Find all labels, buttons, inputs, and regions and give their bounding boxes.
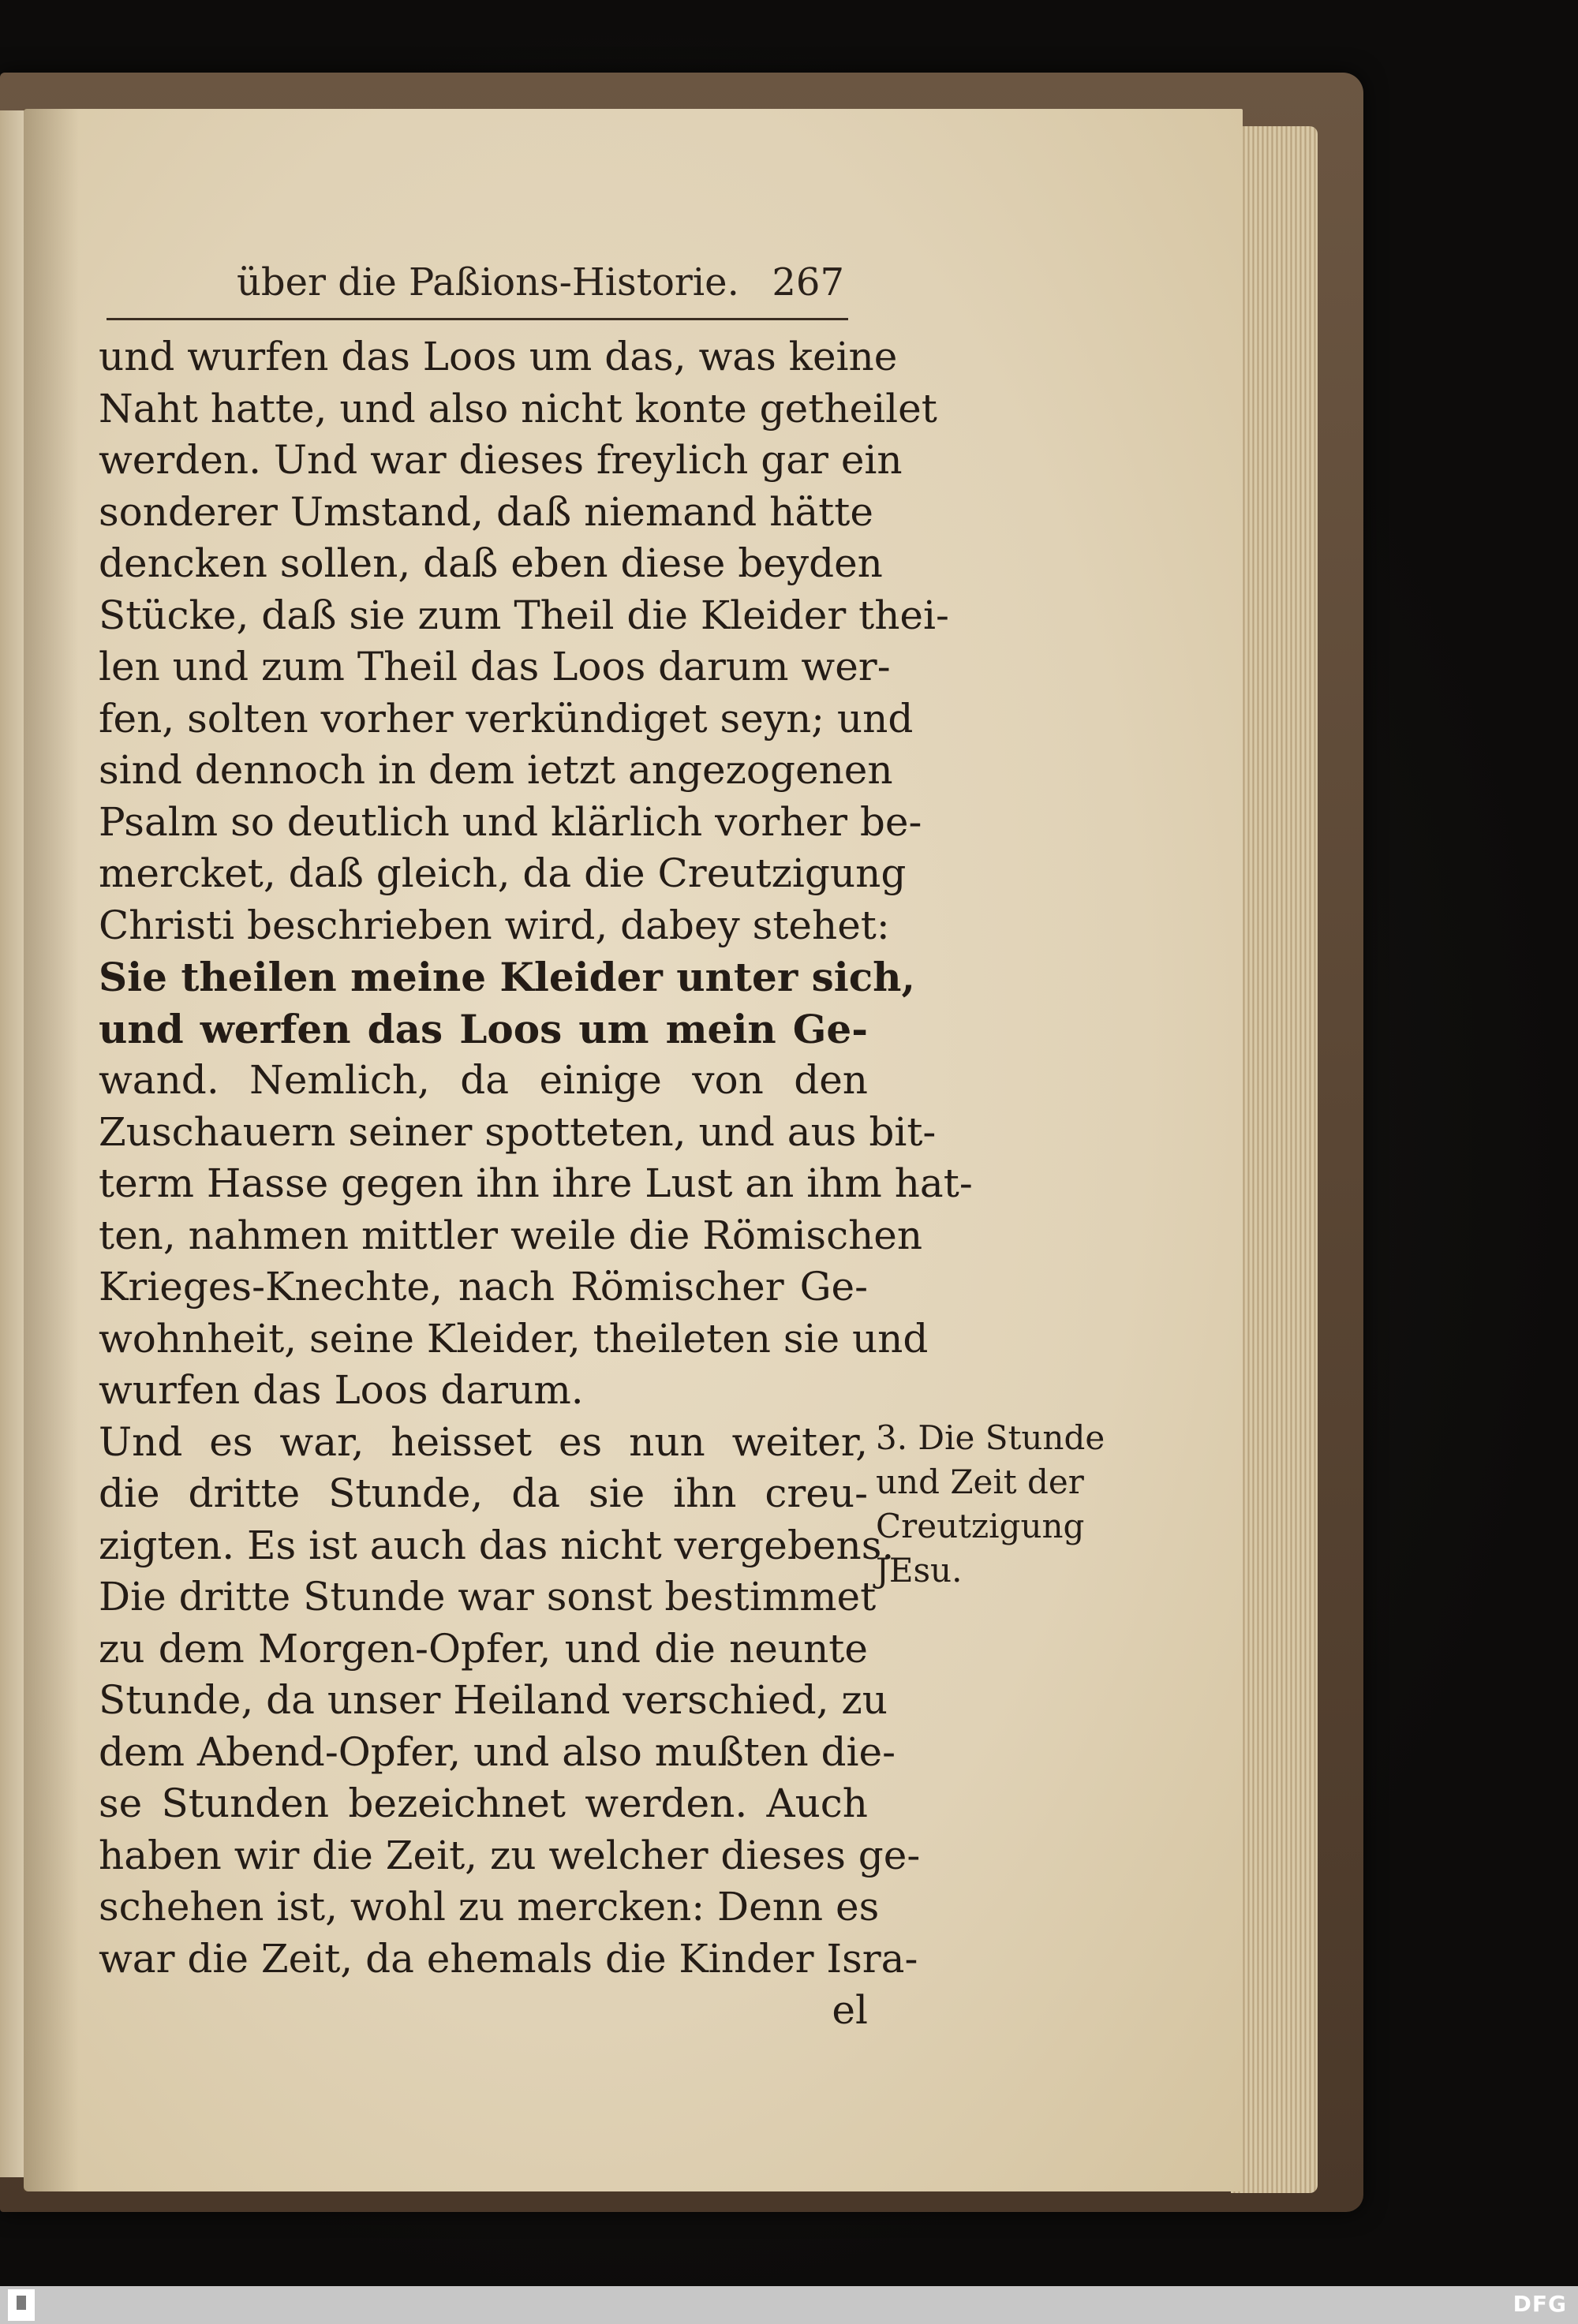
text-line: schehen ist, wohl zu mercken: Denn es <box>99 1884 880 1930</box>
dfg-logo: DFG <box>1513 2291 1567 2317</box>
text-line: dencken sollen, daß eben diese beyden <box>99 540 883 586</box>
text-line-emphasis: Sie theilen meine Kleider unter sich, <box>99 954 915 1000</box>
facing-page-edge <box>0 110 27 2177</box>
text-line-emphasis: und werfen das Loos um mein Ge- <box>99 1005 868 1052</box>
text-line: fen, solten vorher verkündiget seyn; und <box>99 695 914 742</box>
text-line: Die dritte Stunde war sonst bestimmet <box>99 1574 877 1620</box>
text-line: mercket, daß gleich, da die Creutzigung <box>99 850 907 896</box>
text-line: Stunde, da unser Heiland verschied, zu <box>99 1677 888 1723</box>
text-line: Stücke, daß sie zum Theil die Kleider thei- <box>99 592 949 638</box>
text-line: sind dennoch in dem ietzt angezogenen <box>99 747 893 793</box>
text-line: zu dem Morgen-Opfer, und die neunte <box>99 1625 868 1672</box>
header-rule <box>107 318 848 320</box>
text-line: el <box>832 1987 868 2033</box>
viewer-footer <box>0 2286 1578 2324</box>
marginal-note <box>876 1416 1112 1593</box>
text-line: war die Zeit, da ehemals die Kinder Isra- <box>99 1935 918 1982</box>
text-line: sonderer Umstand, daß niemand hätte <box>99 488 873 535</box>
text-line: die dritte Stunde, da sie ihn creu- <box>99 1470 868 1516</box>
text-line: Psalm so deutlich und klärlich vorher be- <box>99 798 922 845</box>
library-logo-icon <box>8 2289 35 2321</box>
text-line: Und es war, heisset es nun weiter, <box>99 1418 868 1465</box>
page-number: 267 <box>772 260 844 305</box>
text-line: Naht hatte, und also nicht konte getheilet <box>99 385 937 432</box>
text-line: werden. Und war dieses freylich gar ein <box>99 437 903 483</box>
marginal-line: und Zeit der <box>876 1463 1084 1501</box>
text-line: wohnheit, seine Kleider, theileten sie und <box>99 1315 929 1362</box>
text-line: haben wir die Zeit, zu welcher dieses ge- <box>99 1832 921 1878</box>
text-line: und wurfen das Loos um das, was keine <box>99 334 898 379</box>
text-line: Zuschauern seiner spotteten, und aus bit- <box>99 1108 937 1155</box>
text-line: wurfen das Loos darum. <box>99 1367 584 1413</box>
text-line: zigten. Es ist auch das nicht vergebens. <box>99 1522 895 1568</box>
page-edges <box>1231 126 1318 2193</box>
text-line: ten, nahmen mittler weile die Römischen <box>99 1212 923 1258</box>
text-line: len und zum Theil das Loos darum wer- <box>99 644 891 689</box>
text-line: Krieges-Knechte, nach Römischer Ge- <box>99 1264 868 1310</box>
running-head <box>237 260 852 316</box>
text-line: term Hasse gegen ihn ihre Lust an ihm hat- <box>99 1160 973 1206</box>
marginal-line: JEsu. <box>876 1551 963 1590</box>
text-line: Christi beschrieben wird, dabey stehet: <box>99 902 890 948</box>
text-line: dem Abend-Opfer, und also mußten die- <box>99 1728 896 1775</box>
page-gutter-shadow <box>24 109 79 2191</box>
marginal-line: Creutzigung <box>876 1507 1085 1545</box>
text-line: se Stunden bezeichnet werden. Auch <box>99 1780 868 1826</box>
marginal-line: 3. Die Stunde <box>876 1418 1105 1457</box>
text-line: wand. Nemlich, da einige von den <box>99 1057 868 1103</box>
running-title: über die Paßions-Historie. <box>237 260 739 305</box>
